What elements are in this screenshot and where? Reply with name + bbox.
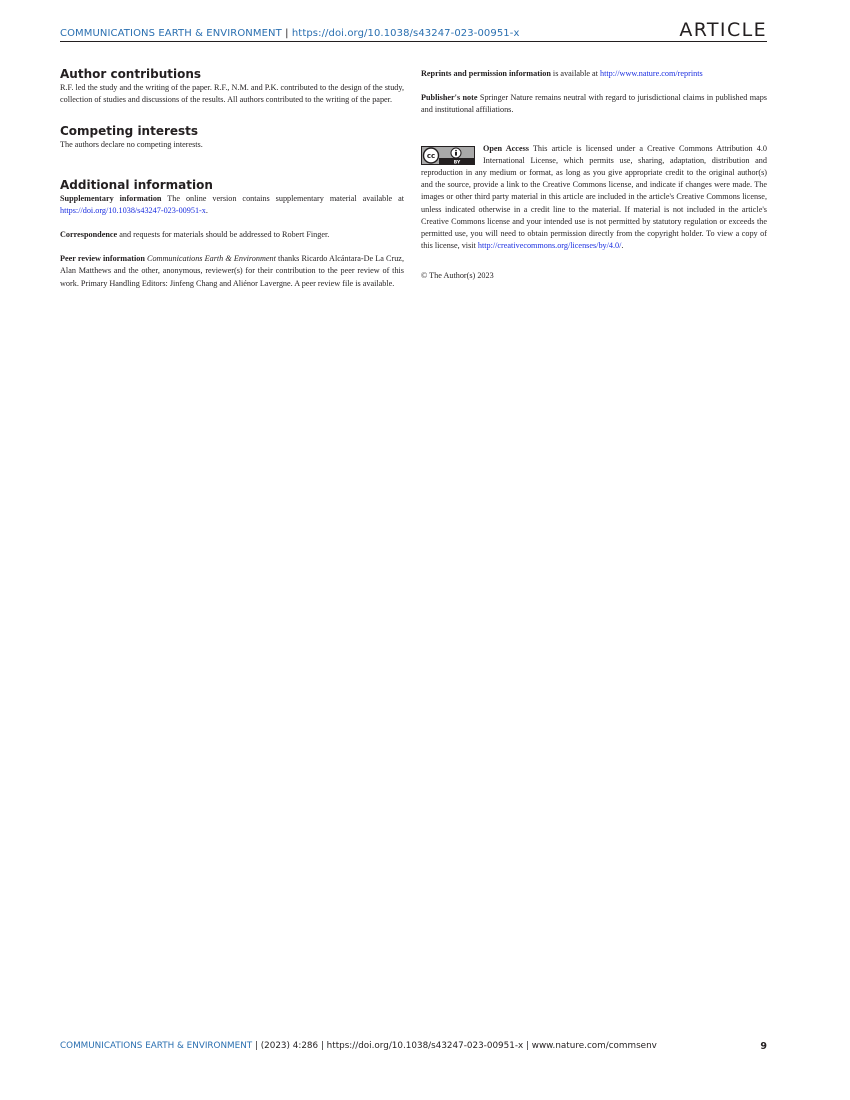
header-doi-link[interactable]: https://doi.org/10.1038/s43247-023-00951-x [291, 28, 520, 39]
supplementary-information-text: The online version contains supplementary material available at [161, 193, 404, 203]
header-citation [60, 28, 519, 39]
page-footer [60, 1041, 767, 1055]
copyright-notice: © The Author(s) 2023 [421, 271, 494, 281]
footer-citation-text: | (2023) 4:286 | https://doi.org/10.1038/s43247-023-00951-x | www.nature.com/commsenv [252, 1041, 657, 1051]
author-contributions-text: R.F. led the study and the writing of the paper. R.F., N.M. and P.K. contributed to the design of the study, collection of studies and discussions of the results. All authors contributed to the writing of the paper. [60, 83, 404, 105]
correspondence-paragraph [60, 229, 404, 241]
open-access-label: Open Access [483, 143, 529, 153]
creative-commons-link[interactable]: http://creativecommons.org/licenses/by/4.0/ [477, 241, 622, 251]
reprints-label: Reprints and permission information [421, 69, 551, 78]
author-contributions-heading: Author contributions [60, 67, 202, 81]
correspondence-text: and requests for materials should be addressed to Robert Finger. [117, 230, 330, 240]
publishers-note-paragraph [421, 92, 767, 116]
supplementary-material-link[interactable]: https://doi.org/10.1038/s43247-023-00951-x [60, 205, 206, 215]
footer-journal-name: COMMUNICATIONS EARTH & ENVIRONMENT [60, 1041, 253, 1051]
svg-text:cc: cc [426, 151, 436, 160]
header-separator: | [281, 28, 292, 39]
peer-review-label: Peer review information [60, 254, 145, 264]
publishers-note-text: Springer Nature remains neutral with regard to jurisdictional claims in published maps and institutional affiliations. [421, 93, 767, 115]
right-column [421, 68, 767, 283]
additional-information-heading: Additional information [60, 177, 213, 192]
peer-review-journal: Communications Earth & Environment [147, 254, 276, 264]
correspondence-label: Correspondence [60, 230, 118, 240]
open-access-end: . [621, 241, 624, 251]
reprints-paragraph [421, 68, 767, 80]
cc-badge-by-text: BY [453, 159, 461, 164]
open-access-block [421, 143, 767, 253]
page-number: 9 [760, 1041, 767, 1052]
article-type-label: ARTICLE [679, 19, 767, 41]
reprints-link[interactable]: http://www.nature.com/reprints [599, 69, 703, 78]
supplementary-information-paragraph [60, 193, 404, 217]
header-journal-name: COMMUNICATIONS EARTH & ENVIRONMENT [60, 28, 282, 39]
reprints-text: is available at [550, 69, 600, 78]
footer-citation [60, 1041, 657, 1051]
competing-interests-heading: Competing interests [60, 124, 199, 139]
left-column [60, 67, 404, 290]
supplementary-end: . [205, 205, 208, 215]
cc-by-badge-graphic [422, 147, 474, 164]
peer-review-text: thanks Ricardo Alcántara-De La Cruz, Alan Matthews and the other, anonymous, reviewer(s) for their contribution to the peer review of this work. Primary Handling Editors: Jinfeng Chang and Aliénor Lavergne. A peer review file is available. [60, 254, 404, 288]
page-header [60, 20, 767, 42]
open-access-text: This article is licensed under a Creative Commons Attribution 4.0 International License, which permits use, sharing, adaptation, distribution and reproduction in any medium or format, as long as you give appropriate credit to the original author(s) and the source, provide a link to the Creative Commons license, and indicate if changes were made. The images or other third party material in this article are included in the article's Creative Commons license, unless indicated otherwise in a credit line to the material. If material is not included in the article's Creative Commons license and your intended use is not permitted by statutory regulation or exceeds the permitted use, you will need to obtain permission directly from the copyright holder. To view a copy of this license, visit [421, 143, 767, 251]
publishers-note-label: Publisher's note [421, 93, 478, 103]
peer-review-paragraph [60, 253, 404, 290]
supplementary-information-label: Supplementary information [60, 193, 162, 203]
cc-by-license-icon[interactable] [421, 146, 475, 165]
competing-interests-text: The authors declare no competing interests. [60, 140, 203, 150]
